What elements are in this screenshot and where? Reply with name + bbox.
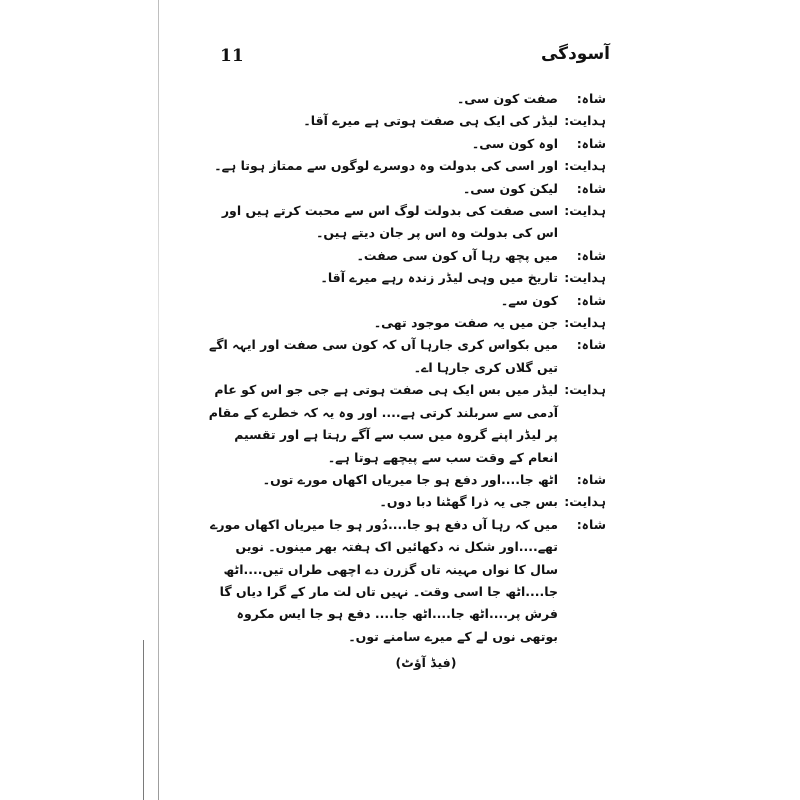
- dialogue-line: [206, 133, 606, 155]
- dialogue-text: کون سے۔: [500, 292, 558, 308]
- dialogue-text: میں بکواس کری جارہا آں کہ کون سی صفت اور ایہہ اگے تیں گلاں کری جارہا اے۔: [208, 337, 558, 375]
- speaker-label: ہدایت:: [564, 315, 606, 331]
- dialogue-text: جن میں یہ صفت موجود تھی۔: [373, 315, 558, 331]
- dialogue-text: لیکن کون سی۔: [462, 180, 558, 196]
- dialogue-text: اوہ کون سی۔: [471, 135, 558, 151]
- dialogue-text: میں کہ رہا آں دفع ہو جا....دُور ہو جا میریاں اکھاں مورے تھے....اور شکل نہ دکھائیں اک ہفتہ بھر مینوں۔ نویں سال کا نواں مہینہ تاں گزرن دے اچھی طراں تیں....اٹھ جا....اٹھ جا اسی وقت۔ نہیں تاں لت مار کے گرا دیاں گا فرش پر....اٹھ جا....اٹھ جا.... دفع ہو جا ایس مکروہ بوتھی نوں لے کے میرے سامنے توں۔: [210, 516, 558, 644]
- dialogue-line: [206, 334, 606, 379]
- dialogue-line: [206, 178, 606, 200]
- dialogue-line: [206, 312, 606, 334]
- dialogue-text: لیڈر میں بس ایک ہی صفت ہوتی ہے جی جو اس کو عام آدمی سے سربلند کرتی ہے.... اور وہ یہ کہ خطرے کے مقام پر لیڈر اپنے گروہ میں سب سے آگے رہتا ہے اور تقسیم انعام کے وقت سب سے پیچھے ہوتا ہے۔: [208, 382, 558, 465]
- speaker-label: ہدایت:: [564, 382, 606, 398]
- dialogue-text: میں پچھ رہا آں کون سی صفت۔: [356, 247, 558, 263]
- dialogue-text: لیڈر کی ایک ہی صفت ہوتی ہے میرے آقا۔: [303, 113, 558, 129]
- dialogue-line: [206, 110, 606, 132]
- page-number: 11: [220, 46, 244, 66]
- dialogue-line: [206, 88, 606, 110]
- speaker-label: ہدایت:: [564, 203, 606, 219]
- dialogue-text: اسی صفت کی بدولت لوگ اس سے محبت کرتے ہیں اور اس کی بدولت وہ اس پر جان دیتے ہیں۔: [221, 203, 558, 241]
- dialogue-script: [206, 88, 606, 675]
- speaker-label: شاہ:: [576, 247, 606, 263]
- dialogue-text: تاریخ میں وہی لیڈر زندہ رہے میرے آقا۔: [320, 270, 558, 286]
- stage-direction: (فیڈ آؤٹ): [395, 655, 457, 671]
- dialogue-line: [206, 514, 606, 648]
- page-edge-line-lower: [143, 640, 144, 800]
- dialogue-line: [206, 245, 606, 267]
- page-edge-line: [158, 0, 159, 800]
- dialogue-line: [206, 469, 606, 491]
- speaker-label: شاہ:: [576, 292, 606, 308]
- page-header: [210, 44, 610, 74]
- dialogue-line: [206, 267, 606, 289]
- speaker-label: شاہ:: [576, 516, 606, 532]
- speaker-label: شاہ:: [576, 180, 606, 196]
- dialogue-line: [206, 491, 606, 513]
- speaker-label: شاہ:: [576, 337, 606, 353]
- speaker-label: شاہ:: [576, 135, 606, 151]
- speaker-label: ہدایت:: [564, 158, 606, 174]
- dialogue-text: اٹھ جا....اور دفع ہو جا میریاں اکھاں مورے توں۔: [262, 471, 558, 487]
- dialogue-line: [206, 155, 606, 177]
- dialogue-line: [206, 200, 606, 245]
- speaker-label: شاہ:: [576, 471, 606, 487]
- speaker-label: شاہ:: [576, 91, 606, 106]
- dialogue-text: اور اسی کی بدولت وہ دوسرے لوگوں سے ممتاز ہوتا ہے۔: [214, 158, 558, 174]
- speaker-label: ہدایت:: [564, 494, 606, 510]
- speaker-label: ہدایت:: [564, 270, 606, 286]
- dialogue-line: [206, 290, 606, 312]
- speaker-label: ہدایت:: [564, 113, 606, 129]
- dialogue-text: بس جی یہ ذرا گھٹنا دبا دوں۔: [379, 494, 558, 510]
- running-title: آسودگی: [540, 44, 610, 64]
- dialogue-line: [206, 379, 606, 469]
- dialogue-text: صفت کون سی۔: [456, 91, 558, 106]
